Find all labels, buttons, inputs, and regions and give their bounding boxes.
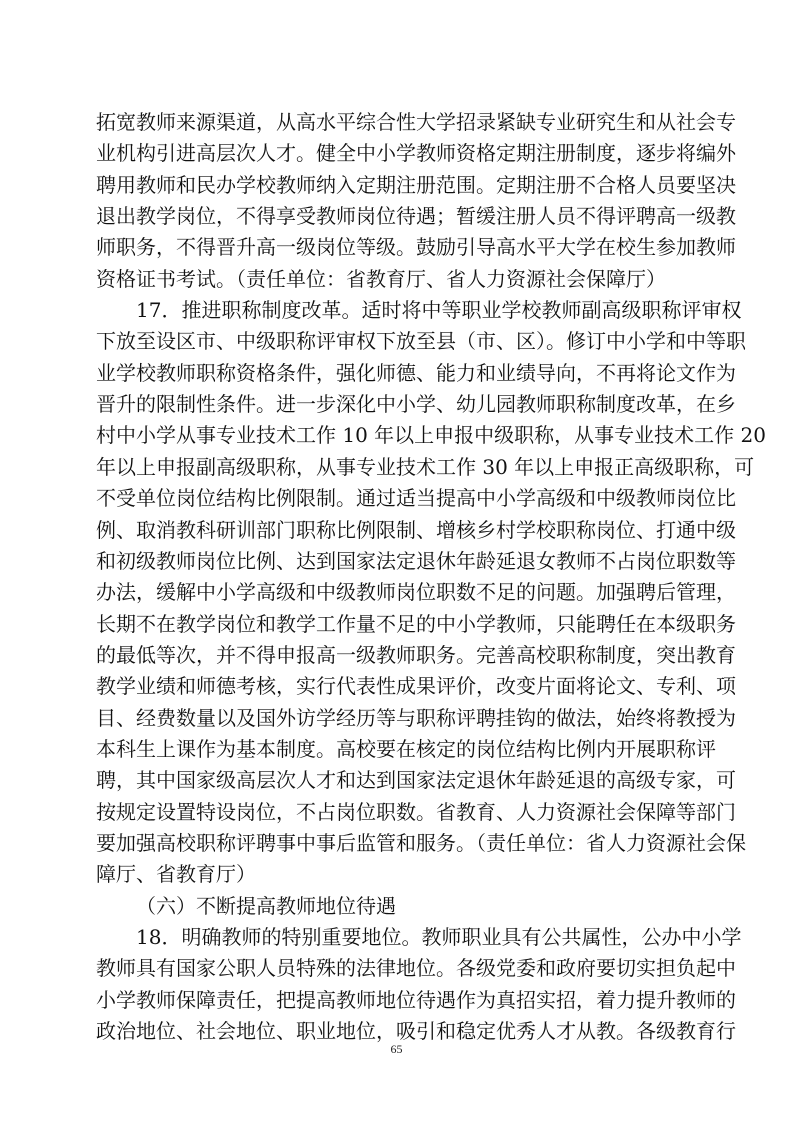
text-line: 本科生上课作为基本制度。高校要在核定的岗位结构比例内开展职称评 [96,736,716,761]
text-line: 办法，缓解中小学高级和中级教师岗位职数不足的问题。加强聘后管理， [96,580,736,605]
text-line: 聘用教师和民办学校教师纳入定期注册范围。定期注册不合格人员要坚决 [96,172,736,197]
text-line: 长期不在教学岗位和教学工作量不足的中小学教师，只能聘任在本级职务 [96,611,736,636]
text-line: 的最低等次，并不得申报高一级教师职务。完善高校职称制度，突出教育 [96,642,736,667]
text-line: 拓宽教师来源渠道，从高水平综合性大学招录紧缺专业研究生和从社会专 [96,110,736,134]
text-line: 障厅、省教育厅） [96,862,256,887]
text-line: 不受单位岗位结构比例限制。通过适当提高中小学高级和中级教师岗位比 [96,486,736,511]
text-line: 晋升的限制性条件。进一步深化中小学、幼儿园教师职称制度改革，在乡 [96,392,736,417]
text-line: 业机构引进高层次人才。健全中小学教师资格定期注册制度，逐步将编外 [96,141,736,166]
section-18-heading-line: 18．明确教师的特别重要地位。教师职业具有公共属性，公办中小学 [136,925,742,949]
text-line: 例、取消教科研训部门职称比例限制、增核乡村学校职称岗位、打通中级 [96,517,736,542]
text-line: 下放至设区市、中级职称评审权下放至县（市、区）。修订中小学和中等职 [96,329,746,354]
text-line: 聘，其中国家级高层次人才和达到国家法定退休年龄延退的高级专家，可 [96,768,736,793]
text-line: 教学业绩和师德考核，实行代表性成果评价，改变片面将论文、专利、项 [96,674,736,699]
text-line: 村中小学从事专业技术工作 10 年以上申报中级职称，从事专业技术工作 20 [96,423,766,448]
text-line: 要加强高校职称评聘事中事后监管和服务。（责任单位：省人力资源社会保 [96,830,746,855]
section-17-heading-line: 17．推进职称制度改革。适时将中等职业学校教师副高级职称评审权 [136,298,742,323]
text-line: 政治地位、社会地位、职业地位，吸引和稳定优秀人才从教。各级教育行 [96,1019,736,1043]
text-line: 年以上申报副高级职称，从事专业技术工作 30 年以上申报正高级职称，可 [96,454,755,479]
text-line: 师职务，不得晋升高一级岗位等级。鼓励引导高水平大学在校生参加教师 [96,235,736,260]
text-line: 退出教学岗位，不得享受教师岗位待遇；暂缓注册人员不得评聘高一级教 [96,204,736,228]
text-line: 目、经费数量以及国外访学经历等与职称评聘挂钩的做法，始终将教授为 [96,705,736,730]
text-line: 业学校教师职称资格条件，强化师德、能力和业绩导向，不再将论文作为 [96,360,736,385]
section-heading-6: （六）不断提高教师地位待遇 [136,893,396,918]
text-line: 和初级教师岗位比例、达到国家法定退休年龄延退女教师不占岗位职数等 [96,548,736,573]
page-number: 65 [390,1042,403,1056]
text-line: 小学教师保障责任，把提高教师地位待遇作为真招实招，着力提升教师的 [96,987,736,1012]
text-line: 教师具有国家公职人员特殊的法律地位。各级党委和政府要切实担负起中 [96,956,736,981]
text-line: 资格证书考试。（责任单位：省教育厅、省人力资源社会保障厅） [96,266,666,291]
text-line: 按规定设置特设岗位，不占岗位职数。省教育、人力资源社会保障等部门 [96,799,736,824]
